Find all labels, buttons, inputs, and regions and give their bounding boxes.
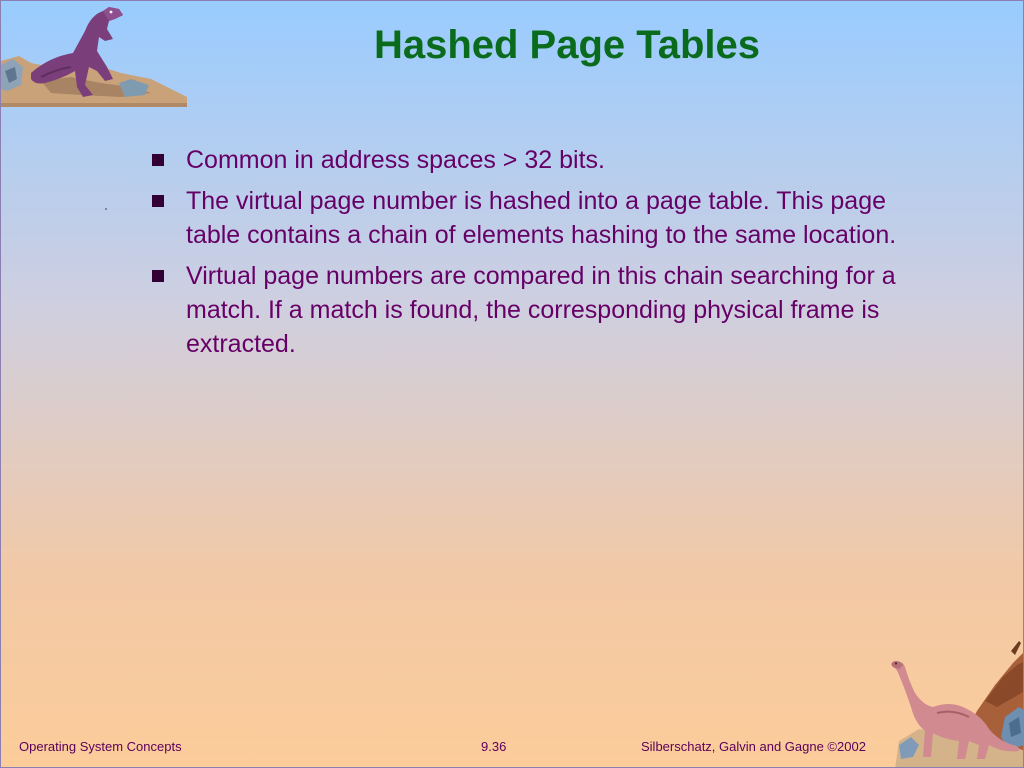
page-title: Hashed Page Tables — [373, 23, 761, 67]
bullet-list — [149, 143, 919, 368]
stray-dot — [105, 208, 107, 210]
bullet-item — [149, 184, 919, 252]
square-bullet-icon — [152, 195, 164, 207]
footer-course-name: Operating System Concepts — [19, 739, 182, 754]
bullet-text: Virtual page numbers are compared in this chain searching for a match. If a match is found, the corresponding physical frame is extracted. — [186, 262, 896, 358]
bullet-text: The virtual page number is hashed into a page table. This page table contains a chain of elements hashing to the same location. — [186, 187, 897, 249]
bullet-item — [149, 259, 919, 361]
footer-copyright: Silberschatz, Galvin and Gagne ©2002 — [641, 739, 866, 754]
square-bullet-icon — [152, 154, 164, 166]
square-bullet-icon — [152, 270, 164, 282]
long-neck-dinosaur-icon — [885, 641, 1024, 768]
footer-slide-number: 9.36 — [481, 739, 507, 754]
bullet-text: Common in address spaces > 32 bits. — [186, 146, 605, 174]
bullet-item — [149, 143, 919, 177]
